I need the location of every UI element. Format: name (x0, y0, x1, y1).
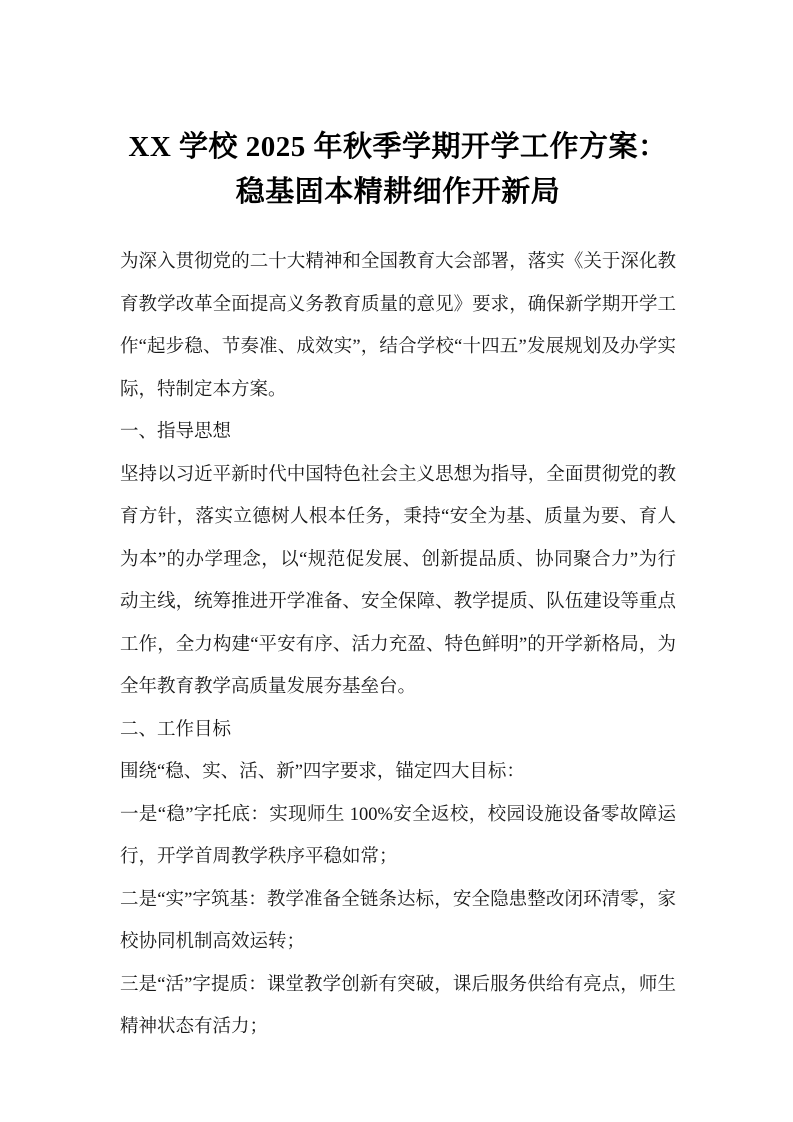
paragraph-preamble: 为深入贯彻党的二十大精神和全国教育大会部署，落实《关于深化教育教学改革全面提高义务教育质量的意见》要求，确保新学期开学工作“起步稳、节奏准、成效实”，结合学校“十四五”发展规划及办学实际，特制定本方案。 (120, 252, 676, 400)
section-heading-guiding-ideology: 一、指导思想 (120, 422, 232, 442)
paragraph-guiding-ideology: 坚持以习近平新时代中国特色社会主义思想为指导，全面贯彻党的教育方针，落实立德树人根本任务，秉持“安全为基、质量为要、育人为本”的办学理念，以“规范促发展、创新提品质、协同聚合力”为行动主线，统筹推进开学准备、安全保障、教学提质、队伍建设等重点工作，全力构建“平安有序、活力充盈、特色鲜明”的开学新格局，为全年教育教学高质量发展夯基垒台。 (120, 464, 676, 697)
document-body (120, 241, 676, 1049)
section-heading-work-goals: 二、工作目标 (120, 719, 232, 740)
paragraph-goal-2-solidity: 二是“实”字筑基：教学准备全链条达标，安全隐患整改闭环清零，家校协同机制高效运转； (120, 889, 676, 952)
paragraph-goal-3-vitality: 三是“活”字提质：课堂教学创新有突破，课后服务供给有亮点，师生精神状态有活力； (120, 974, 676, 1037)
paragraph-goals-intro: 围绕“稳、实、活、新”四字要求，锚定四大目标： (120, 762, 525, 782)
document-title: XX 学校 2025 年秋季学期开学工作方案：稳基固本精耕细作开新局 (128, 131, 668, 208)
paragraph-goal-1-stability: 一是“稳”字托底：实现师生 100%安全返校，校园设施设备零故障运行，开学首周教学秩序平稳如常； (120, 804, 676, 867)
